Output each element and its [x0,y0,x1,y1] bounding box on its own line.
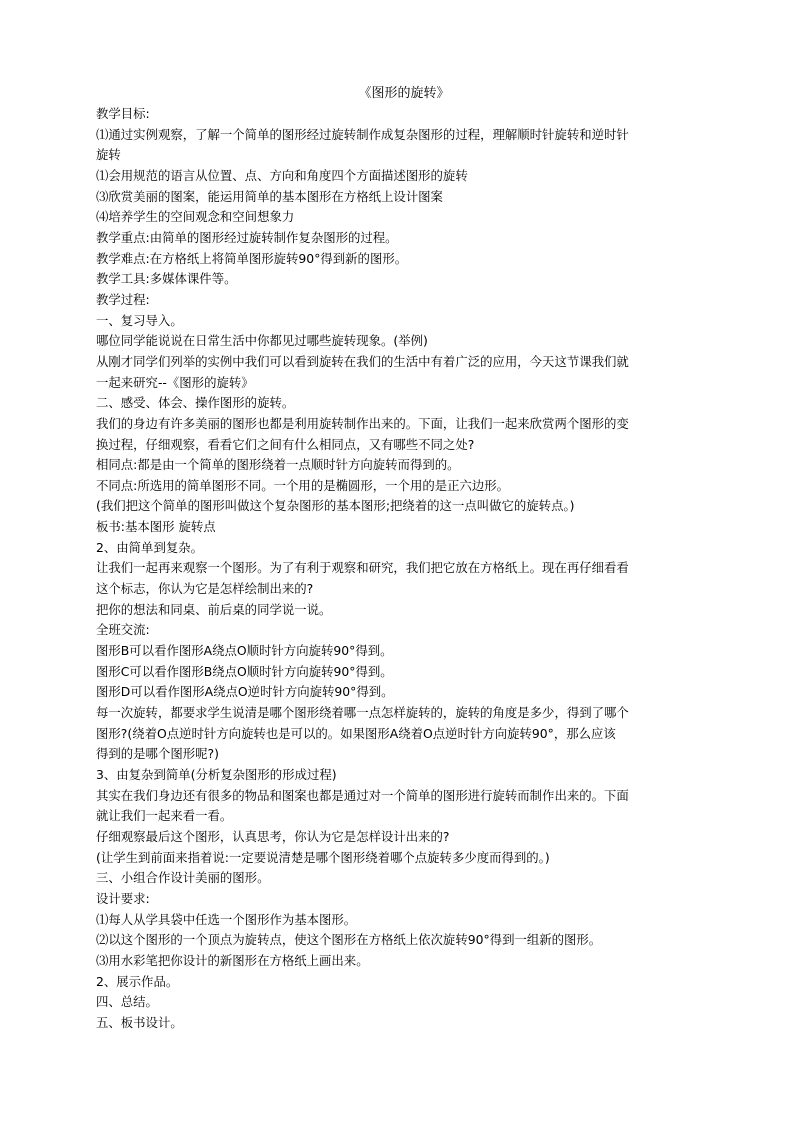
body-line: ⑴通过实例观察，了解一个简单的图形经过旋转制作成复杂图形的过程，理解顺时针旋转和逆时针 [96,126,629,142]
body-line: 旋转 [96,147,121,163]
body-line: 三、小组合作设计美丽的图形。 [96,870,270,886]
body-line: 2、由简单到复杂。 [96,539,204,555]
body-line: 教学目标: [96,106,150,121]
document-page [96,84,706,1034]
body-line: 哪位同学能说说在日常生活中你都见过哪些旋转现象。(举例) [96,333,428,349]
body-line: 不同点:所选用的简单图形不同。一个用的是椭圆形，一个用的是正六边形。 [96,477,510,493]
body-line: ⑶用水彩笔把你设计的新图形在方格纸上画出来。 [96,952,369,968]
body-line: 教学工具:多媒体课件等。 [96,271,237,287]
body-line: (我们把这个简单的图形叫做这个复杂图形的基本图形;把绕着的这一点叫做它的旋转点。) [96,498,575,514]
body-line: 让我们一起再来观察一个图形。为了有利于观察和研究，我们把它放在方格纸上。现在再仔细看看 [96,560,629,576]
body-line: ⑴会用规范的语言从位置、点、方向和角度四个方面描述图形的旋转 [96,167,468,183]
body-line: 一起来研究--《图形的旋转》 [96,374,254,390]
body-line: 全班交流: [96,622,150,638]
body-line: 从刚才同学们列举的实例中我们可以看到旋转在我们的生活中有着广泛的应用，今天这节课我们就 [96,353,629,369]
body-line: 其实在我们身边还有很多的物品和图案也都是通过对一个简单的图形进行旋转而制作出来的。下面 [96,787,629,803]
document-title: 《图形的旋转》 [358,86,450,101]
body-line: 教学重点:由简单的图形经过旋转制作复杂图形的过程。 [96,229,398,245]
body-line: 换过程，仔细观察，看看它们之间有什么相同点，又有哪些不同之处? [96,436,475,452]
body-line: 仔细观察最后这个图形，认真思考，你认为它是怎样设计出来的? [96,828,450,844]
body-line: 设计要求: [96,890,150,906]
body-line: 这个标志，你认为它是怎样绘制出来的? [96,581,314,597]
body-line: 二、感受、体会、操作图形的旋转。 [96,395,295,411]
body-line: 2、展示作品。 [96,973,179,989]
body-line: 教学难点:在方格纸上将简单图形旋转90°得到新的图形。 [96,250,408,266]
body-line: 相同点:都是由一个简单的图形绕着一点顺时针方向旋转而得到的。 [96,457,460,473]
body-line: ⑷培养学生的空间观念和空间想象力 [96,209,295,225]
body-line: (让学生到前面来指着说:一定要说清楚是哪个图形绕着哪个点旋转多少度而得到的。) [96,849,550,865]
body-line: 把你的想法和同桌、前后桌的同学说一说。 [96,601,332,617]
body-line: ⑴每人从学具袋中任选一个图形作为基本图形。 [96,911,357,927]
body-line: 图形?(绕着O点逆时针方向旋转也是可以的。如果图形A绕着O点逆时针方向旋转90°，那么应该 [96,725,616,741]
body-line: 图形C可以看作图形B绕点O顺时针方向旋转90°得到。 [96,663,393,679]
body-line: ⑶欣赏美丽的图案，能运用简单的基本图形在方格纸上设计图案 [96,188,443,204]
document-body [96,104,706,1034]
body-line: 一、复习导入。 [96,312,183,328]
body-line: ⑵以这个图形的一个顶点为旋转点，使这个图形在方格纸上依次旋转90°得到一组新的图形。 [96,932,602,948]
body-line: 四、总结。 [96,994,158,1010]
body-line: 图形D可以看作图形A绕点O逆时针方向旋转90°得到。 [96,684,394,700]
body-line: 教学过程: [96,291,150,307]
body-line: 3、由复杂到简单(分析复杂图形的形成过程) [96,767,337,782]
body-line: 得到的是哪个图形呢?) [96,746,219,762]
body-line: 每一次旋转，都要求学生说清是哪个图形绕着哪一点怎样旋转的，旋转的角度是多少，得到了哪个 [96,705,629,721]
body-line: 图形B可以看作图形A绕点O顺时针方向旋转90°得到。 [96,643,393,659]
body-line: 就让我们一起来看一看。 [96,808,233,824]
body-line: 五、板书设计。 [96,1014,183,1030]
body-line: 我们的身边有许多美丽的图形也都是利用旋转制作出来的。下面，让我们一起来欣赏两个图形的变 [96,415,629,431]
body-line: 板书:基本图形 旋转点 [96,519,216,535]
